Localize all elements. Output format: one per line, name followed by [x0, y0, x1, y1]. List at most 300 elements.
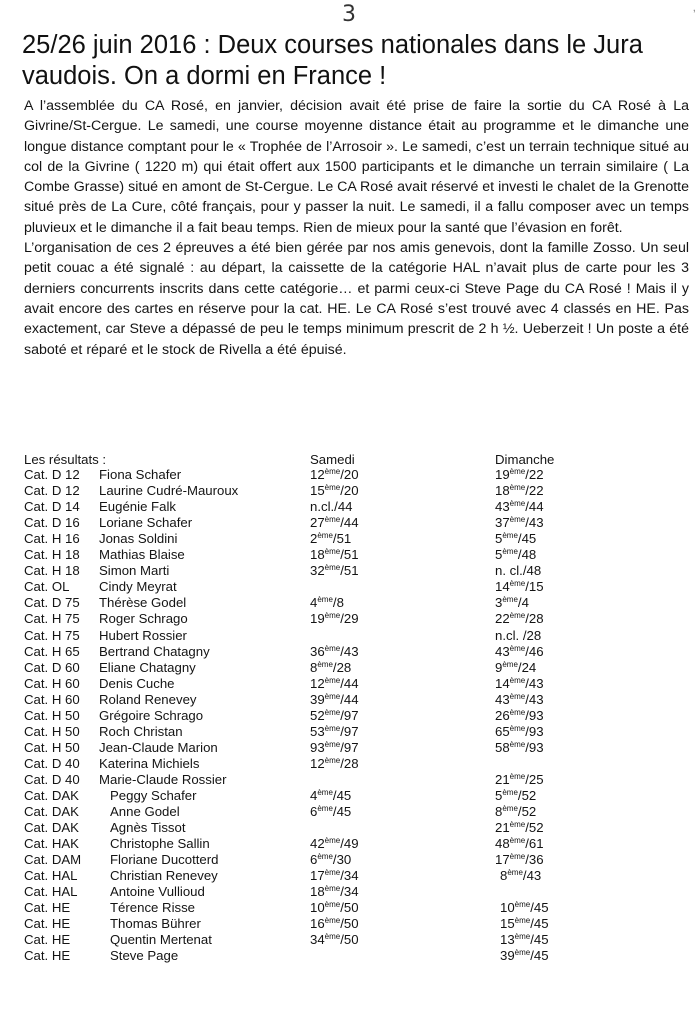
category-cell: Cat. H 75 — [24, 611, 80, 627]
saturday-rank: 12 — [310, 675, 325, 691]
sunday-total: /93 — [525, 739, 544, 755]
category-cell: Cat. H 18 — [24, 563, 80, 579]
table-row — [24, 788, 684, 804]
saturday-result-cell — [310, 708, 359, 724]
table-row — [24, 563, 684, 579]
saturday-rank-suffix: ème — [317, 852, 333, 862]
saturday-rank: 12 — [310, 755, 325, 771]
table-row — [24, 884, 684, 900]
saturday-rank: 39 — [310, 691, 325, 707]
saturday-rank-suffix: ème — [317, 531, 333, 541]
sunday-rank-suffix: ème — [509, 643, 526, 653]
category-cell: Cat. H 16 — [24, 531, 80, 547]
saturday-rank-suffix: ème — [324, 932, 341, 942]
table-row — [24, 900, 684, 916]
sunday-result-cell — [495, 467, 544, 483]
category-cell: Cat. HE — [24, 948, 71, 964]
saturday-rank: n.cl./44 — [310, 499, 353, 515]
saturday-rank-suffix: ème — [317, 804, 333, 814]
category-cell: Cat. D 75 — [24, 595, 80, 611]
saturday-rank: 17 — [310, 868, 325, 884]
saturday-total: /8 — [332, 595, 344, 611]
results-rows — [24, 467, 684, 964]
sunday-result-cell — [495, 852, 544, 868]
sunday-result-cell — [495, 563, 541, 579]
name-cell: Roger Schrago — [99, 611, 188, 627]
saturday-result-cell — [310, 724, 359, 740]
sunday-result-cell — [495, 595, 529, 611]
article-title: 25/26 juin 2016 : Deux courses nationales dans le Jura vaudois. On a dormi en France ! — [22, 31, 643, 90]
sunday-total: /25 — [525, 771, 544, 787]
sunday-rank-suffix: ème — [514, 900, 531, 910]
sunday-rank: 43 — [495, 643, 510, 659]
sunday-total: /22 — [525, 467, 544, 483]
name-cell: Simon Marti — [99, 563, 170, 579]
saturday-result-cell — [310, 804, 351, 820]
saturday-rank: 12 — [310, 467, 325, 483]
sunday-rank-suffix: ème — [509, 515, 526, 525]
saturday-result-cell — [310, 483, 359, 499]
sunday-result-cell — [495, 804, 536, 820]
page-number: 3 — [342, 2, 356, 27]
saturday-rank-suffix: ème — [324, 836, 341, 846]
sunday-rank: 22 — [495, 611, 510, 627]
saturday-rank: 52 — [310, 707, 325, 723]
sunday-rank: 21 — [495, 820, 510, 836]
sunday-total: /52 — [517, 804, 537, 820]
saturday-rank-suffix: ème — [324, 467, 341, 477]
sunday-rank-suffix: ème — [509, 771, 526, 781]
saturday-total: /34 — [340, 884, 359, 900]
sunday-rank: 19 — [495, 467, 510, 483]
saturday-rank-suffix: ème — [324, 900, 341, 910]
sunday-total: /61 — [525, 836, 544, 852]
saturday-result-cell — [310, 756, 359, 772]
saturday-result-cell — [310, 499, 353, 515]
name-cell: Bertrand Chatagny — [99, 643, 210, 659]
table-row — [24, 804, 684, 820]
category-cell: Cat. DAK — [24, 804, 79, 820]
sunday-result-cell — [500, 900, 549, 916]
category-cell: Cat. D 40 — [24, 755, 80, 771]
saturday-rank-suffix: ème — [317, 595, 333, 605]
sunday-total: /45 — [530, 948, 549, 964]
category-cell: Cat. HAL — [24, 868, 78, 884]
sunday-result-cell — [495, 820, 544, 836]
category-cell: Cat. H 60 — [24, 691, 80, 707]
results-header — [24, 451, 684, 467]
sunday-column-header: Dimanche — [495, 452, 555, 467]
table-row — [24, 547, 684, 563]
saturday-rank-suffix: ème — [324, 643, 341, 653]
table-row — [24, 724, 684, 740]
sunday-result-cell — [495, 499, 544, 515]
table-row — [24, 756, 684, 772]
name-cell: Christian Renevey — [110, 868, 218, 884]
saturday-total: /20 — [340, 483, 359, 499]
saturday-result-cell — [310, 900, 359, 916]
saturday-rank: 15 — [310, 483, 325, 499]
saturday-result-cell — [310, 515, 359, 531]
sunday-rank: 8 — [500, 868, 508, 884]
sunday-rank: 14 — [495, 675, 510, 691]
name-cell: Eliane Chatagny — [99, 659, 196, 675]
saturday-rank-suffix: ème — [324, 547, 341, 557]
sunday-total: /44 — [525, 499, 544, 515]
name-cell: Anne Godel — [110, 804, 180, 820]
saturday-result-cell — [310, 852, 351, 868]
saturday-total: /50 — [340, 932, 359, 948]
sunday-total: /36 — [525, 852, 544, 868]
saturday-rank-suffix: ème — [324, 916, 341, 926]
saturday-rank-suffix: ème — [324, 675, 341, 685]
table-row — [24, 852, 684, 868]
sunday-rank: 37 — [495, 515, 510, 531]
category-cell: Cat. HAK — [24, 836, 79, 852]
saturday-total: /43 — [340, 643, 359, 659]
sunday-rank: 65 — [495, 723, 510, 739]
sunday-result-cell — [495, 692, 544, 708]
saturday-total: /28 — [332, 659, 352, 675]
saturday-rank-suffix: ème — [324, 691, 341, 701]
table-row — [24, 740, 684, 756]
saturday-column-header: Samedi — [310, 452, 355, 467]
saturday-rank: 6 — [310, 852, 318, 868]
table-row — [24, 499, 684, 515]
sunday-total: /46 — [525, 643, 544, 659]
sunday-rank: 10 — [500, 900, 515, 916]
saturday-rank-suffix: ème — [324, 611, 341, 621]
saturday-total: /97 — [340, 739, 359, 755]
paragraph-1: A l’assemblée du CA Rosé, en janvier, décision avait été prise de faire la sortie du CA Rosé à La Givrine/St-Cergue. Le samedi, une course moyenne distance était au programme et le dimanche une longue distance comptant pour le « Trophée de l’Arrosoir ». Le samedi, c’est un terrain technique situé au col de la Givrine ( 1220 m) qui était offert aux 1500 participants et le dimanche un terrain similaire ( La Combe Grasse) situé en amont de St-Cergue. Le CA Rosé avait réservé et investi le chalet de la Grenotte situé près de La Cure, côté français, pour y passer la nuit. Le samedi, il a fallu composer avec un temps pluvieux et le dimanche il a fait beau temps. Rien de mieux pour la santé que l’évasion en forêt. — [24, 98, 689, 236]
sunday-rank: 21 — [495, 771, 510, 787]
saturday-total: /51 — [340, 563, 359, 579]
table-row — [24, 836, 684, 852]
sunday-result-cell — [495, 740, 544, 756]
saturday-rank: 36 — [310, 643, 325, 659]
saturday-rank: 19 — [310, 611, 325, 627]
sunday-rank-suffix: ème — [502, 787, 518, 797]
sunday-rank-suffix: ème — [502, 659, 518, 669]
saturday-rank: 42 — [310, 836, 325, 852]
name-cell: Grégoire Schrago — [99, 707, 204, 723]
table-row — [24, 660, 684, 676]
table-row — [24, 467, 684, 483]
sunday-rank: 15 — [500, 916, 515, 932]
saturday-rank-suffix: ème — [324, 755, 341, 765]
saturday-rank: 93 — [310, 739, 325, 755]
name-cell: Laurine Cudré-Mauroux — [99, 483, 239, 499]
sunday-rank: 39 — [500, 948, 515, 964]
sunday-result-cell — [495, 483, 544, 499]
saturday-result-cell — [310, 884, 359, 900]
sunday-rank-suffix: ème — [509, 579, 526, 589]
name-cell: Christophe Sallin — [110, 836, 210, 852]
category-cell: Cat. DAK — [24, 820, 79, 836]
category-cell: Cat. H 18 — [24, 547, 80, 563]
sunday-rank-suffix: ème — [514, 948, 531, 958]
saturday-total: /49 — [340, 836, 359, 852]
sunday-rank: 14 — [495, 579, 510, 595]
category-cell: Cat. HE — [24, 932, 71, 948]
saturday-result-cell — [310, 692, 359, 708]
sunday-rank-suffix: ème — [514, 932, 531, 942]
sunday-rank: 43 — [495, 499, 510, 515]
saturday-result-cell — [310, 740, 359, 756]
sunday-rank-suffix: ème — [502, 595, 518, 605]
name-cell: Marie-Claude Rossier — [99, 771, 227, 787]
saturday-rank: 4 — [310, 787, 318, 803]
sunday-result-cell — [495, 611, 544, 627]
sunday-rank-suffix: ème — [509, 707, 526, 717]
saturday-rank-suffix: ème — [324, 515, 341, 525]
sunday-total: /22 — [525, 483, 544, 499]
saturday-result-cell — [310, 932, 359, 948]
saturday-rank-suffix: ème — [324, 483, 341, 493]
name-cell: Steve Page — [110, 948, 179, 964]
sunday-rank-suffix: ème — [509, 852, 526, 862]
sunday-total: /45 — [517, 531, 537, 547]
sunday-rank-suffix: ème — [509, 611, 526, 621]
sunday-total: /43 — [522, 868, 542, 884]
name-cell: Loriane Schafer — [99, 515, 193, 531]
table-row — [24, 772, 684, 788]
saturday-rank: 34 — [310, 932, 325, 948]
sunday-total: /28 — [525, 611, 544, 627]
table-row — [24, 820, 684, 836]
sunday-result-cell — [495, 676, 544, 692]
saturday-total: /97 — [340, 723, 359, 739]
saturday-result-cell — [310, 531, 351, 547]
sunday-result-cell — [495, 515, 544, 531]
sunday-rank: 18 — [495, 483, 510, 499]
saturday-total: /51 — [340, 547, 359, 563]
results-table — [24, 451, 684, 965]
sunday-total: /45 — [530, 932, 549, 948]
saturday-result-cell — [310, 467, 359, 483]
name-cell: Peggy Schafer — [110, 787, 197, 803]
sunday-result-cell — [495, 772, 544, 788]
sunday-rank: 9 — [495, 659, 503, 675]
saturday-total: /50 — [340, 916, 359, 932]
name-cell: Hubert Rossier — [99, 627, 187, 643]
table-row — [24, 948, 684, 964]
saturday-result-cell — [310, 611, 359, 627]
category-cell: Cat. D 12 — [24, 467, 80, 483]
saturday-total: /97 — [340, 707, 359, 723]
name-cell: Térence Risse — [110, 900, 196, 916]
sunday-rank: 58 — [495, 739, 510, 755]
saturday-rank-suffix: ème — [324, 723, 341, 733]
sunday-total: /52 — [525, 820, 544, 836]
sunday-total: /45 — [530, 916, 549, 932]
sunday-rank-suffix: ème — [502, 804, 518, 814]
saturday-rank: 27 — [310, 515, 325, 531]
saturday-result-cell — [310, 547, 359, 563]
sunday-total: /45 — [530, 900, 549, 916]
saturday-rank: 4 — [310, 595, 318, 611]
sunday-total: /43 — [525, 691, 544, 707]
sunday-rank: n. cl./48 — [495, 563, 542, 579]
saturday-total: /20 — [340, 467, 359, 483]
name-cell: Mathias Blaise — [99, 547, 185, 563]
name-cell: Thérèse Godel — [99, 595, 187, 611]
name-cell: Roch Christan — [99, 723, 183, 739]
sunday-rank: 43 — [495, 691, 510, 707]
saturday-rank: 6 — [310, 804, 318, 820]
saturday-rank: 16 — [310, 916, 325, 932]
saturday-rank: 32 — [310, 563, 325, 579]
name-cell: Cindy Meyrat — [99, 579, 177, 595]
sunday-result-cell — [495, 788, 536, 804]
sunday-rank: 8 — [495, 804, 503, 820]
sunday-rank: 5 — [495, 531, 503, 547]
sunday-rank: 48 — [495, 836, 510, 852]
category-cell: Cat. D 14 — [24, 499, 80, 515]
name-cell: Agnès Tissot — [110, 820, 186, 836]
sunday-result-cell — [495, 579, 544, 595]
name-cell: Jonas Soldini — [99, 531, 178, 547]
sunday-rank: 5 — [495, 787, 503, 803]
table-row — [24, 676, 684, 692]
saturday-rank: 18 — [310, 884, 325, 900]
saturday-total: /28 — [340, 755, 359, 771]
sunday-total: /48 — [517, 547, 537, 563]
saturday-total: /44 — [340, 691, 359, 707]
sunday-result-cell — [500, 916, 549, 932]
category-cell: Cat. H 50 — [24, 723, 80, 739]
saturday-result-cell — [310, 868, 359, 884]
table-row — [24, 868, 684, 884]
saturday-rank-suffix: ème — [317, 659, 333, 669]
sunday-rank-suffix: ème — [509, 836, 526, 846]
saturday-result-cell — [310, 836, 359, 852]
saturday-result-cell — [310, 644, 359, 660]
sunday-result-cell — [495, 644, 544, 660]
sunday-rank: 5 — [495, 547, 503, 563]
sunday-rank-suffix: ème — [509, 483, 526, 493]
saturday-total: /50 — [340, 900, 359, 916]
sunday-total: /15 — [525, 579, 544, 595]
category-cell: Cat. D 40 — [24, 771, 80, 787]
name-cell: Thomas Bührer — [110, 916, 201, 932]
category-cell: Cat. DAM — [24, 852, 82, 868]
category-cell: Cat. HE — [24, 916, 71, 932]
name-cell: Antoine Vullioud — [110, 884, 205, 900]
table-row — [24, 595, 684, 611]
sunday-rank-suffix: ème — [509, 691, 526, 701]
sunday-result-cell — [500, 868, 541, 884]
corner-mark: , — [692, 0, 696, 14]
name-cell: Fiona Schafer — [99, 467, 182, 483]
saturday-rank-suffix: ème — [324, 868, 341, 878]
saturday-rank-suffix: ème — [324, 707, 341, 717]
sunday-rank-suffix: ème — [509, 467, 526, 477]
sunday-result-cell — [495, 531, 536, 547]
saturday-result-cell — [310, 563, 359, 579]
saturday-total: /34 — [340, 868, 359, 884]
saturday-result-cell — [310, 916, 359, 932]
table-row — [24, 708, 684, 724]
table-row — [24, 932, 684, 948]
saturday-result-cell — [310, 660, 351, 676]
sunday-total: /93 — [525, 707, 544, 723]
sunday-result-cell — [495, 547, 536, 563]
name-cell: Roland Renevey — [99, 691, 197, 707]
category-cell: Cat. HE — [24, 900, 71, 916]
sunday-result-cell — [495, 628, 541, 644]
category-cell: Cat. H 50 — [24, 739, 80, 755]
table-row — [24, 628, 684, 644]
saturday-result-cell — [310, 788, 351, 804]
sunday-rank-suffix: ème — [502, 531, 518, 541]
sunday-total: /43 — [525, 515, 544, 531]
sunday-rank-suffix: ème — [502, 547, 518, 557]
sunday-result-cell — [495, 724, 544, 740]
saturday-rank: 53 — [310, 723, 325, 739]
saturday-result-cell — [310, 676, 359, 692]
sunday-result-cell — [495, 836, 544, 852]
saturday-total: /51 — [332, 531, 352, 547]
sunday-rank-suffix: ème — [509, 499, 526, 509]
saturday-total: /45 — [332, 787, 352, 803]
name-cell: Katerina Michiels — [99, 755, 200, 771]
saturday-total: /29 — [340, 611, 359, 627]
category-cell: Cat. HAL — [24, 884, 78, 900]
saturday-result-cell — [310, 595, 344, 611]
sunday-rank: 26 — [495, 707, 510, 723]
name-cell: Jean-Claude Marion — [99, 739, 218, 755]
results-heading: Les résultats : — [24, 452, 107, 467]
sunday-rank: 3 — [495, 595, 503, 611]
category-cell: Cat. H 75 — [24, 627, 80, 643]
saturday-rank-suffix: ème — [324, 563, 341, 573]
saturday-total: /44 — [340, 515, 359, 531]
table-row — [24, 483, 684, 499]
sunday-total: /52 — [517, 787, 537, 803]
sunday-rank-suffix: ème — [509, 739, 526, 749]
sunday-rank: 13 — [500, 932, 515, 948]
sunday-rank: 17 — [495, 852, 510, 868]
sunday-rank-suffix: ème — [509, 820, 526, 830]
saturday-rank-suffix: ème — [317, 787, 333, 797]
article-body — [24, 96, 689, 360]
saturday-rank: 8 — [310, 659, 318, 675]
saturday-total: /44 — [340, 675, 359, 691]
sunday-total: /43 — [525, 675, 544, 691]
category-cell: Cat. OL — [24, 579, 70, 595]
sunday-total: /24 — [517, 659, 537, 675]
sunday-result-cell — [495, 708, 544, 724]
table-row — [24, 916, 684, 932]
name-cell: Denis Cuche — [99, 675, 175, 691]
sunday-rank: n.cl. /28 — [495, 627, 542, 643]
category-cell: Cat. H 50 — [24, 707, 80, 723]
saturday-rank-suffix: ème — [324, 739, 341, 749]
saturday-rank: 10 — [310, 900, 325, 916]
category-cell: Cat. D 60 — [24, 659, 80, 675]
saturday-rank: 2 — [310, 531, 318, 547]
category-cell: Cat. H 65 — [24, 643, 80, 659]
table-row — [24, 692, 684, 708]
table-row — [24, 531, 684, 547]
sunday-rank-suffix: ème — [514, 916, 531, 926]
saturday-rank: 18 — [310, 547, 325, 563]
sunday-rank-suffix: ème — [509, 723, 526, 733]
sunday-rank-suffix: ème — [509, 675, 526, 685]
saturday-total: /45 — [332, 804, 352, 820]
sunday-total: /93 — [525, 723, 544, 739]
